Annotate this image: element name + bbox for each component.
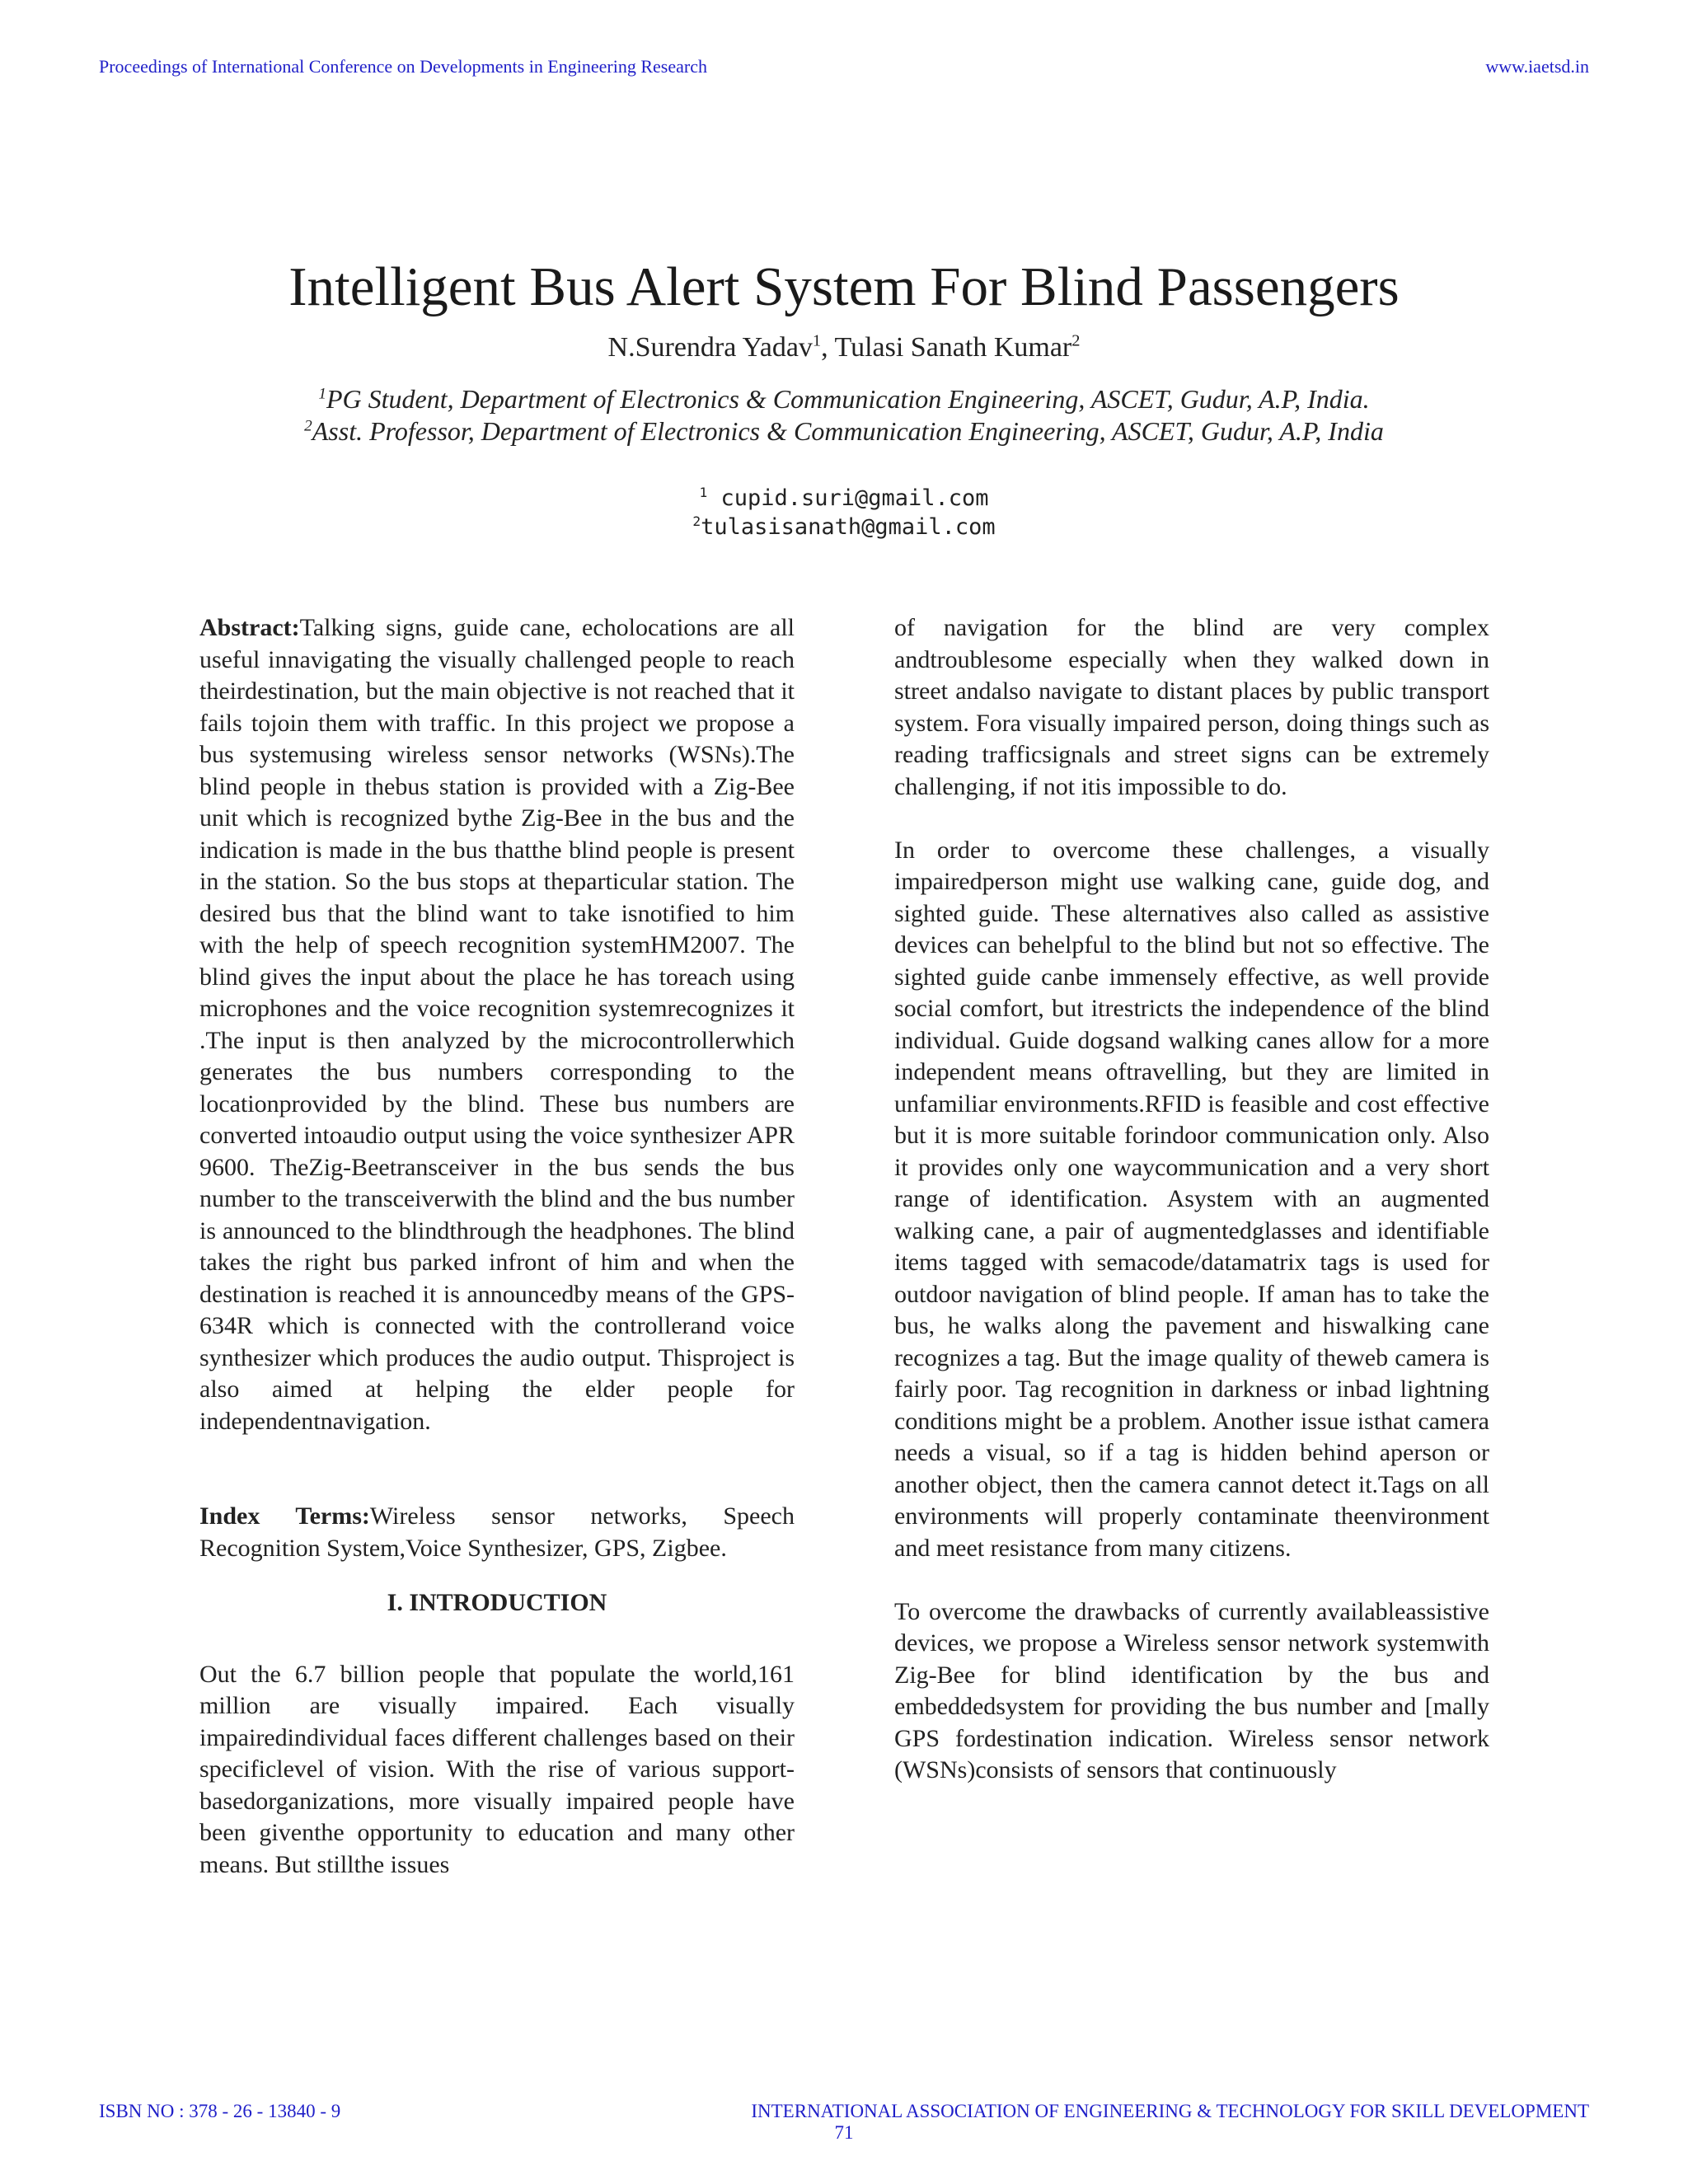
email-2-address[interactable]: tulasisanath@gmail.com (701, 514, 996, 540)
index-terms-label: Index Terms: (199, 1502, 370, 1530)
author-1-marker: 1 (812, 331, 822, 350)
email-1-marker: 1 (699, 485, 708, 500)
running-header-website[interactable]: www.iaetsd.in (1485, 56, 1589, 77)
right-paragraph-2: In order to overcome these challenges, a visually impairedperson might use walking cane, guide dog, and sighted guide. These alternatives also called as assistive devices can behelpful to the blind but not so effective. The sighted guide canbe immensely effective, as well provide social comfort, but itrestricts the independence of the blind individual. Guide dogsand walking canes allow for a more independent means oftravelling, but they are limited in unfamiliar environments.RFID is feasible and cost effective but it is more suitable forindoor communication only. Also it provides only one waycommunication and a very short range of identification. Asystem with an augmented walking cane, a pair of augmentedglasses and identifiable items tagged with semacode/datamatrix tags is used for outdoor navigation of blind people. If aman has to take the bus, he walks along the pavement and hiswalking cane recognizes a tag. But the image quality of theweb camera is fairly poor. Tag recognition in darkness or inbad lightning conditions might be a problem. Another issue isthat camera needs a visual, so if a tag is hidden behind aperson or another object, then the camera cannot detect it.Tags on all environments will properly contaminate theenvironment and meet resistance from many citizens. (894, 836, 1489, 1562)
footer-isbn: ISBN NO : 378 - 26 - 13840 - 9 (99, 2101, 341, 2121)
author-2: Tulasi Sanath Kumar (834, 332, 1072, 363)
right-paragraph-1: of navigation for the blind are very complex andtroublesome especially when they walked down in street andalso navigate to distant places by public transport system. Fora visually impaired person, doing things such as reading trafficsignals and street signs can be extremely challenging, if not itis impossible to do. (894, 614, 1489, 800)
page-number: 71 (834, 2122, 854, 2143)
abstract-label: Abstract: (199, 614, 300, 641)
abstract-paragraph (199, 612, 795, 1437)
author-line (0, 330, 1688, 366)
affiliation-1 (0, 382, 1688, 415)
author-2-marker: 2 (1071, 331, 1081, 350)
author-1: N.Surendra Yadav (607, 332, 813, 363)
email-1[interactable] (0, 484, 1688, 513)
paper-title: Intelligent Bus Alert System For Blind Passengers (288, 256, 1400, 317)
right-column (894, 612, 1489, 1787)
section-heading-introduction: I. INTRODUCTION (387, 1589, 607, 1616)
spacer (199, 1437, 795, 1501)
affiliation-1-marker: 1 (318, 385, 326, 403)
spacer (894, 803, 1489, 835)
left-column (199, 612, 795, 1881)
email-1-address[interactable]: cupid.suri@gmail.com (707, 485, 989, 511)
email-2[interactable] (0, 513, 1688, 542)
affiliation-2-marker: 2 (304, 417, 312, 435)
footer-organization: INTERNATIONAL ASSOCIATION OF ENGINEERING & TECHNOLOGY FOR SKILL DEVELOPMENT (751, 2101, 1589, 2121)
spacer (199, 1564, 795, 1587)
spacer (894, 1564, 1489, 1596)
right-paragraph-3: To overcome the drawbacks of currently availableassistive devices, we propose a Wireless sensor network systemwith Zig-Bee for blind identification by the bus and embeddedsystem for providing the bus number and [mally GPS fordestination indication. Wireless sensor network (WSNs)consists of sensors that continuously (894, 1597, 1489, 1783)
index-terms-text: Wireless sensor networks, Speech Recognition System,Voice Synthesizer, GPS, Zigbee. (199, 1502, 795, 1562)
abstract-text: Talking signs, guide cane, echolocations are all useful innavigating the visually challenged people to reach theirdestination, but the main objective is not reached that it fails tojoin them with traffic. In this project we propose a bus systemusing wireless sensor networks (WSNs).The blind people in thebus station is provided with a Zig-Bee unit which is recognized bythe Zig-Bee in the bus and the indication is made in the bus thatthe blind people is present in the station. So the bus stops at theparticular station. The desired bus that the blind want to take isnotified to him with the help of speech recognition systemHM2007. The blind gives the input about the place he has toreach using microphones and the voice recognition systemrecognizes it .The input is then analyzed by the microcontrollerwhich generates the bus numbers corresponding to the locationprovided by the blind. These bus numbers are converted intoaudio output using the voice synthesizer APR 9600. TheZig-Beetransceiver in the bus sends the bus number to the transceiverwith the blind and the bus number is announced to the blindthrough the headphones. The blind takes the right bus parked infront of him and when the destination is reached it is announcedby means of the GPS-634R which is connected with the controllerand voice synthesizer which produces the audio output. Thisproject is also aimed at helping the elder people for independentnavigation. (199, 614, 795, 1435)
running-header-conference: Proceedings of International Conference on Developments in Engineering Research (99, 56, 707, 77)
introduction-paragraph: Out the 6.7 billion people that populate the world,161 million are visually impaired. Each visually impairedindividual faces different challenges based on their specificlevel of vision. With the rise of various support-basedorganizations, more visually impaired people have been giventhe opportunity to education and many other means. But stillthe issues (199, 1660, 795, 1878)
email-2-marker: 2 (692, 513, 701, 529)
index-terms-paragraph (199, 1501, 795, 1564)
affiliation-2-text: Asst. Professor, Department of Electronics & Communication Engineering, ASCET, Gudur, A.P, India (312, 416, 1384, 446)
spacer (199, 1619, 795, 1659)
affiliation-2 (0, 415, 1688, 448)
affiliation-1-text: PG Student, Department of Electronics & Communication Engineering, ASCET, Gudur, A.P, India. (326, 384, 1370, 414)
author-separator: , (821, 332, 835, 363)
